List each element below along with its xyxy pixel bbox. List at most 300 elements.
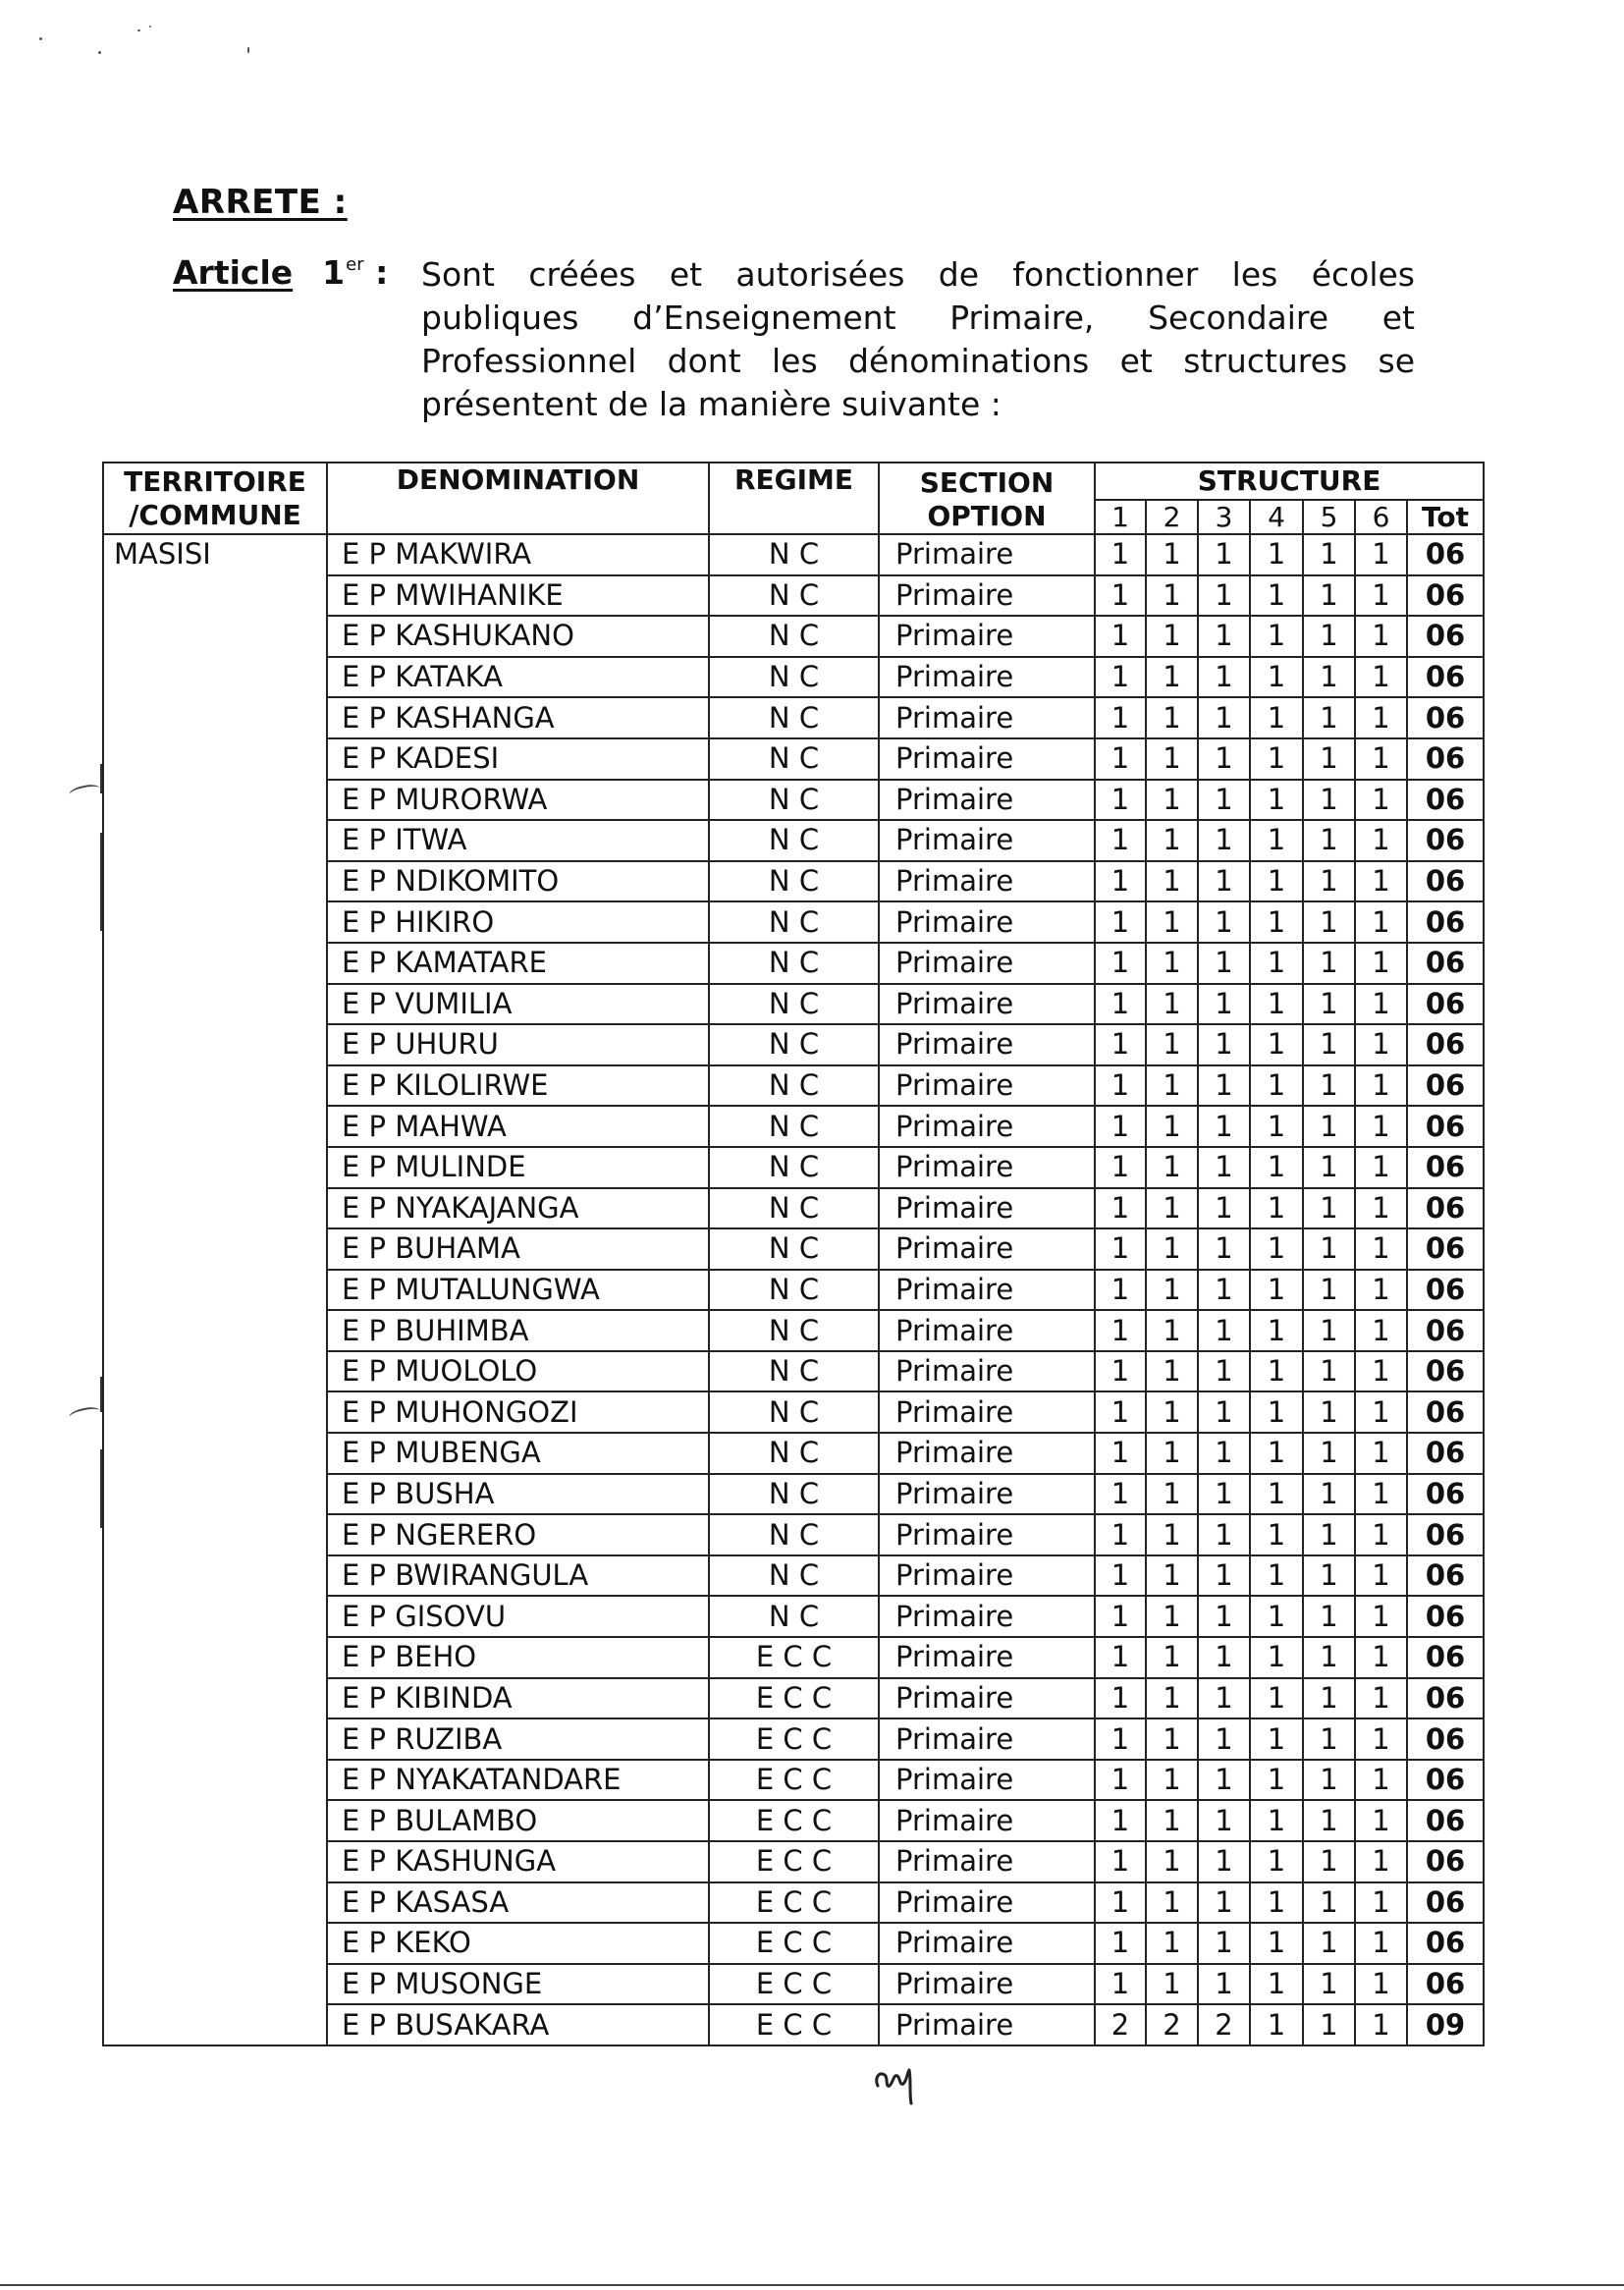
structure-cell: 1 [1303, 1964, 1355, 2005]
structure-total-cell: 06 [1407, 1474, 1484, 1515]
section-cell: Primaire [879, 1637, 1095, 1678]
structure-cell: 1 [1355, 1514, 1407, 1555]
structure-cell: 1 [1355, 1678, 1407, 1719]
structure-cell: 1 [1355, 861, 1407, 902]
structure-cell: 1 [1355, 738, 1407, 780]
structure-cell: 1 [1303, 1391, 1355, 1433]
structure-cell: 1 [1355, 534, 1407, 575]
margin-mark [68, 783, 101, 800]
header-structure: STRUCTURE [1095, 463, 1484, 500]
structure-cell: 1 [1355, 1065, 1407, 1107]
school-name-cell: E P BWIRANGULA [327, 1555, 709, 1597]
structure-cell: 1 [1146, 1882, 1198, 1924]
structure-cell: 1 [1095, 1310, 1146, 1351]
structure-cell: 1 [1303, 901, 1355, 943]
regime-cell: N C [709, 534, 879, 575]
section-cell: Primaire [879, 1964, 1095, 2005]
structure-cell: 1 [1303, 1270, 1355, 1311]
structure-cell: 1 [1198, 861, 1250, 902]
structure-cell: 1 [1250, 738, 1303, 780]
structure-cell: 1 [1095, 820, 1146, 861]
structure-total-cell: 06 [1407, 575, 1484, 617]
structure-cell: 1 [1146, 780, 1198, 821]
structure-cell: 1 [1095, 575, 1146, 617]
regime-cell: E C C [709, 1800, 879, 1841]
section-cell: Primaire [879, 1718, 1095, 1760]
structure-cell: 1 [1198, 1882, 1250, 1924]
structure-cell: 1 [1303, 1228, 1355, 1270]
structure-cell: 1 [1303, 657, 1355, 698]
structure-cell: 1 [1303, 1760, 1355, 1801]
header-section-option: SECTION OPTION [879, 463, 1095, 534]
structure-cell: 1 [1303, 575, 1355, 617]
structure-cell: 1 [1250, 1760, 1303, 1801]
structure-cell: 1 [1355, 1024, 1407, 1065]
section-cell: Primaire [879, 1065, 1095, 1107]
regime-cell: N C [709, 780, 879, 821]
structure-cell: 1 [1355, 1270, 1407, 1311]
structure-cell: 1 [1250, 1596, 1303, 1637]
regime-cell: E C C [709, 2004, 879, 2045]
scan-speck [137, 29, 140, 31]
regime-cell: E C C [709, 1637, 879, 1678]
header-structure-col: 5 [1303, 500, 1355, 534]
structure-cell: 1 [1355, 1474, 1407, 1515]
structure-cell: 1 [1355, 1188, 1407, 1229]
structure-cell: 1 [1303, 984, 1355, 1025]
structure-cell: 1 [1355, 1106, 1407, 1147]
structure-total-cell: 06 [1407, 943, 1484, 984]
structure-cell: 1 [1146, 901, 1198, 943]
structure-cell: 1 [1095, 1841, 1146, 1882]
structure-total-cell: 06 [1407, 1147, 1484, 1188]
structure-cell: 1 [1198, 820, 1250, 861]
structure-cell: 1 [1095, 984, 1146, 1025]
regime-cell: N C [709, 1188, 879, 1229]
structure-cell: 1 [1146, 1718, 1198, 1760]
structure-cell: 1 [1250, 1964, 1303, 2005]
structure-total-cell: 06 [1407, 1637, 1484, 1678]
structure-cell: 1 [1095, 1188, 1146, 1229]
structure-cell: 1 [1250, 943, 1303, 984]
structure-cell: 1 [1250, 1147, 1303, 1188]
structure-cell: 1 [1095, 1065, 1146, 1107]
structure-cell: 1 [1250, 1718, 1303, 1760]
structure-cell: 1 [1355, 820, 1407, 861]
structure-cell: 1 [1355, 697, 1407, 738]
regime-cell: N C [709, 1024, 879, 1065]
structure-cell: 1 [1250, 1514, 1303, 1555]
regime-cell: E C C [709, 1923, 879, 1964]
school-name-cell: E P KILOLIRWE [327, 1065, 709, 1107]
structure-total-cell: 06 [1407, 1596, 1484, 1637]
regime-cell: N C [709, 984, 879, 1025]
structure-cell: 1 [1250, 1065, 1303, 1107]
structure-cell: 1 [1355, 1351, 1407, 1392]
section-cell: Primaire [879, 1310, 1095, 1351]
structure-cell: 1 [1095, 1596, 1146, 1637]
structure-cell: 1 [1303, 1514, 1355, 1555]
structure-cell: 1 [1303, 1882, 1355, 1924]
structure-cell: 1 [1095, 1637, 1146, 1678]
schools-table [102, 462, 1485, 2046]
structure-cell: 1 [1250, 1678, 1303, 1719]
section-cell: Primaire [879, 780, 1095, 821]
structure-cell: 1 [1250, 1106, 1303, 1147]
structure-cell: 2 [1198, 2004, 1250, 2045]
structure-cell: 1 [1146, 1964, 1198, 2005]
structure-cell: 1 [1146, 697, 1198, 738]
structure-cell: 1 [1146, 861, 1198, 902]
structure-total-cell: 06 [1407, 1678, 1484, 1719]
structure-cell: 1 [1303, 1065, 1355, 1107]
structure-cell: 1 [1250, 697, 1303, 738]
structure-cell: 2 [1095, 2004, 1146, 2045]
structure-cell: 1 [1095, 657, 1146, 698]
structure-cell: 1 [1095, 1555, 1146, 1597]
structure-total-cell: 06 [1407, 1514, 1484, 1555]
structure-cell: 1 [1250, 2004, 1303, 2045]
structure-cell: 1 [1095, 943, 1146, 984]
structure-total-cell: 06 [1407, 1555, 1484, 1597]
structure-cell: 1 [1095, 616, 1146, 657]
article-text: Sont créées et autorisées de fonctionner les écoles publiques d’Enseignement Primaire, Secondaire et Professionnel dont les dénominations et structures se présentent de la manière suivante : [421, 255, 1415, 423]
structure-cell: 1 [1198, 1514, 1250, 1555]
regime-cell: N C [709, 1310, 879, 1351]
regime-cell: N C [709, 861, 879, 902]
header-structure-col: 6 [1355, 500, 1407, 534]
section-cell: Primaire [879, 1678, 1095, 1719]
structure-total-cell: 06 [1407, 1188, 1484, 1229]
regime-cell: E C C [709, 1882, 879, 1924]
structure-cell: 1 [1198, 1270, 1250, 1311]
structure-cell: 1 [1095, 1228, 1146, 1270]
section-cell: Primaire [879, 1351, 1095, 1392]
scan-speck [247, 47, 249, 53]
structure-cell: 1 [1198, 1474, 1250, 1515]
structure-total-cell: 06 [1407, 697, 1484, 738]
school-name-cell: E P NGERERO [327, 1514, 709, 1555]
regime-cell: N C [709, 1147, 879, 1188]
structure-cell: 1 [1095, 697, 1146, 738]
school-name-cell: E P BUHIMBA [327, 1310, 709, 1351]
structure-cell: 1 [1146, 984, 1198, 1025]
structure-cell: 1 [1303, 1678, 1355, 1719]
structure-cell: 1 [1355, 575, 1407, 617]
structure-cell: 1 [1303, 534, 1355, 575]
structure-cell: 1 [1146, 1188, 1198, 1229]
header-structure-col: 4 [1250, 500, 1303, 534]
school-name-cell: E P MULINDE [327, 1147, 709, 1188]
structure-cell: 1 [1250, 1228, 1303, 1270]
regime-cell: N C [709, 943, 879, 984]
structure-cell: 1 [1095, 1106, 1146, 1147]
structure-cell: 1 [1198, 1433, 1250, 1474]
structure-cell: 1 [1355, 1596, 1407, 1637]
structure-total-cell: 06 [1407, 534, 1484, 575]
regime-cell: E C C [709, 1678, 879, 1719]
structure-cell: 1 [1198, 901, 1250, 943]
regime-cell: N C [709, 1106, 879, 1147]
structure-cell: 1 [1250, 1351, 1303, 1392]
structure-cell: 1 [1198, 738, 1250, 780]
school-name-cell: E P BULAMBO [327, 1800, 709, 1841]
structure-cell: 1 [1250, 534, 1303, 575]
structure-cell: 1 [1303, 1474, 1355, 1515]
structure-cell: 1 [1198, 1147, 1250, 1188]
structure-cell: 1 [1146, 1514, 1198, 1555]
structure-cell: 1 [1198, 1351, 1250, 1392]
structure-cell: 1 [1198, 1310, 1250, 1351]
structure-cell: 1 [1250, 1310, 1303, 1351]
structure-cell: 1 [1146, 1147, 1198, 1188]
school-name-cell: E P UHURU [327, 1024, 709, 1065]
structure-cell: 1 [1095, 1024, 1146, 1065]
regime-cell: N C [709, 1228, 879, 1270]
structure-cell: 1 [1303, 1024, 1355, 1065]
structure-cell: 1 [1146, 1637, 1198, 1678]
structure-total-cell: 06 [1407, 1882, 1484, 1924]
regime-cell: N C [709, 1433, 879, 1474]
structure-cell: 1 [1095, 1718, 1146, 1760]
structure-cell: 1 [1303, 1596, 1355, 1637]
regime-cell: E C C [709, 1718, 879, 1760]
margin-tick [100, 1449, 102, 1528]
structure-cell: 1 [1146, 820, 1198, 861]
structure-cell: 1 [1250, 1555, 1303, 1597]
structure-cell: 1 [1250, 1923, 1303, 1964]
structure-cell: 1 [1146, 1596, 1198, 1637]
school-name-cell: E P BUSAKARA [327, 2004, 709, 2045]
section-cell: Primaire [879, 901, 1095, 943]
school-name-cell: E P GISOVU [327, 1596, 709, 1637]
school-name-cell: E P NYAKATANDARE [327, 1760, 709, 1801]
footer-rule [0, 2284, 1624, 2286]
structure-cell: 1 [1250, 901, 1303, 943]
structure-cell: 1 [1355, 1555, 1407, 1597]
structure-cell: 1 [1198, 1637, 1250, 1678]
structure-total-cell: 06 [1407, 1351, 1484, 1392]
structure-cell: 1 [1146, 738, 1198, 780]
structure-cell: 1 [1303, 616, 1355, 657]
margin-tick [100, 1377, 102, 1412]
structure-cell: 1 [1355, 1391, 1407, 1433]
structure-cell: 1 [1095, 861, 1146, 902]
structure-cell: 1 [1146, 575, 1198, 617]
structure-cell: 1 [1355, 616, 1407, 657]
structure-cell: 1 [1146, 1678, 1198, 1719]
regime-cell: N C [709, 657, 879, 698]
school-name-cell: E P KADESI [327, 738, 709, 780]
handwritten-initials-icon [870, 2060, 929, 2107]
regime-cell: N C [709, 820, 879, 861]
section-cell: Primaire [879, 1800, 1095, 1841]
structure-cell: 1 [1303, 1718, 1355, 1760]
structure-cell: 1 [1146, 616, 1198, 657]
structure-cell: 1 [1303, 1841, 1355, 1882]
structure-cell: 1 [1146, 1760, 1198, 1801]
structure-cell: 1 [1250, 616, 1303, 657]
structure-cell: 1 [1355, 1882, 1407, 1924]
section-cell: Primaire [879, 1555, 1095, 1597]
header-structure-col: 2 [1146, 500, 1198, 534]
scan-speck [149, 26, 151, 27]
structure-cell: 1 [1095, 1270, 1146, 1311]
section-cell: Primaire [879, 1474, 1095, 1515]
structure-cell: 2 [1146, 2004, 1198, 2045]
structure-cell: 1 [1198, 1065, 1250, 1107]
structure-cell: 1 [1303, 738, 1355, 780]
school-name-cell: E P MUHONGOZI [327, 1391, 709, 1433]
section-cell: Primaire [879, 861, 1095, 902]
school-name-cell: E P KASHANGA [327, 697, 709, 738]
section-cell: Primaire [879, 1760, 1095, 1801]
structure-cell: 1 [1146, 1841, 1198, 1882]
structure-total-cell: 09 [1407, 2004, 1484, 2045]
structure-cell: 1 [1303, 2004, 1355, 2045]
regime-cell: N C [709, 1596, 879, 1637]
school-name-cell: E P KAMATARE [327, 943, 709, 984]
school-name-cell: E P MUSONGE [327, 1964, 709, 2005]
structure-total-cell: 06 [1407, 901, 1484, 943]
school-name-cell: E P MWIHANIKE [327, 575, 709, 617]
section-cell: Primaire [879, 1596, 1095, 1637]
structure-cell: 1 [1303, 861, 1355, 902]
table-body [103, 534, 1484, 2045]
article-word: Article [173, 253, 294, 292]
structure-cell: 1 [1146, 1433, 1198, 1474]
section-cell: Primaire [879, 1882, 1095, 1924]
scan-speck [98, 51, 101, 54]
section-cell: Primaire [879, 2004, 1095, 2045]
structure-cell: 1 [1355, 1637, 1407, 1678]
margin-mark [68, 1405, 101, 1423]
structure-cell: 1 [1146, 1024, 1198, 1065]
scan-speck [39, 37, 42, 40]
structure-cell: 1 [1355, 2004, 1407, 2045]
structure-cell: 1 [1355, 1964, 1407, 2005]
structure-cell: 1 [1095, 1514, 1146, 1555]
structure-cell: 1 [1198, 1106, 1250, 1147]
structure-cell: 1 [1250, 1188, 1303, 1229]
school-name-cell: E P VUMILIA [327, 984, 709, 1025]
structure-cell: 1 [1095, 1800, 1146, 1841]
article-colon: : [363, 253, 389, 292]
structure-cell: 1 [1250, 1433, 1303, 1474]
structure-cell: 1 [1198, 1596, 1250, 1637]
structure-cell: 1 [1095, 534, 1146, 575]
regime-cell: E C C [709, 1964, 879, 2005]
school-name-cell: E P KASHUKANO [327, 616, 709, 657]
regime-cell: N C [709, 697, 879, 738]
structure-total-cell: 06 [1407, 1391, 1484, 1433]
school-name-cell: E P KASHUNGA [327, 1841, 709, 1882]
school-name-cell: E P KASASA [327, 1882, 709, 1924]
structure-cell: 1 [1355, 1923, 1407, 1964]
structure-cell: 1 [1146, 534, 1198, 575]
structure-cell: 1 [1303, 1351, 1355, 1392]
structure-cell: 1 [1146, 943, 1198, 984]
structure-cell: 1 [1355, 1841, 1407, 1882]
structure-cell: 1 [1250, 1637, 1303, 1678]
territoire-cell: MASISI [103, 534, 327, 2045]
structure-cell: 1 [1146, 1106, 1198, 1147]
structure-cell: 1 [1303, 1555, 1355, 1597]
margin-tick [100, 764, 102, 793]
header-structure-col: 3 [1198, 500, 1250, 534]
structure-cell: 1 [1095, 1391, 1146, 1433]
regime-cell: N C [709, 1514, 879, 1555]
structure-cell: 1 [1250, 1024, 1303, 1065]
structure-total-cell: 06 [1407, 738, 1484, 780]
structure-cell: 1 [1146, 1270, 1198, 1311]
section-cell: Primaire [879, 943, 1095, 984]
regime-cell: E C C [709, 1841, 879, 1882]
structure-cell: 1 [1303, 1147, 1355, 1188]
structure-cell: 1 [1198, 575, 1250, 617]
section-cell: Primaire [879, 1106, 1095, 1147]
structure-cell: 1 [1198, 943, 1250, 984]
structure-cell: 1 [1250, 1800, 1303, 1841]
regime-cell: N C [709, 1270, 879, 1311]
structure-cell: 1 [1303, 780, 1355, 821]
header-structure-col: 1 [1095, 500, 1146, 534]
school-name-cell: E P MAKWIRA [327, 534, 709, 575]
structure-cell: 1 [1198, 616, 1250, 657]
structure-cell: 1 [1198, 657, 1250, 698]
structure-cell: 1 [1198, 984, 1250, 1025]
structure-cell: 1 [1198, 1923, 1250, 1964]
structure-cell: 1 [1146, 1923, 1198, 1964]
structure-cell: 1 [1250, 1270, 1303, 1311]
structure-cell: 1 [1355, 1718, 1407, 1760]
structure-cell: 1 [1198, 1760, 1250, 1801]
section-cell: Primaire [879, 820, 1095, 861]
section-cell: Primaire [879, 1391, 1095, 1433]
structure-cell: 1 [1146, 1310, 1198, 1351]
structure-total-cell: 06 [1407, 861, 1484, 902]
regime-cell: N C [709, 616, 879, 657]
structure-cell: 1 [1095, 901, 1146, 943]
structure-cell: 1 [1095, 738, 1146, 780]
school-name-cell: E P KATAKA [327, 657, 709, 698]
school-name-cell: E P MURORWA [327, 780, 709, 821]
school-name-cell: E P MUTALUNGWA [327, 1270, 709, 1311]
structure-total-cell: 06 [1407, 616, 1484, 657]
structure-cell: 1 [1250, 1391, 1303, 1433]
structure-cell: 1 [1095, 1351, 1146, 1392]
structure-cell: 1 [1303, 1800, 1355, 1841]
structure-cell: 1 [1198, 1555, 1250, 1597]
structure-cell: 1 [1355, 943, 1407, 984]
school-name-cell: E P MUBENGA [327, 1433, 709, 1474]
school-name-cell: E P BEHO [327, 1637, 709, 1678]
section-cell: Primaire [879, 1433, 1095, 1474]
school-name-cell: E P NYAKAJANGA [327, 1188, 709, 1229]
regime-cell: N C [709, 575, 879, 617]
structure-cell: 1 [1303, 820, 1355, 861]
structure-cell: 1 [1095, 1678, 1146, 1719]
structure-cell: 1 [1198, 697, 1250, 738]
structure-cell: 1 [1250, 984, 1303, 1025]
structure-total-cell: 06 [1407, 1024, 1484, 1065]
section-cell: Primaire [879, 738, 1095, 780]
section-cell: Primaire [879, 1841, 1095, 1882]
structure-cell: 1 [1250, 1882, 1303, 1924]
structure-total-cell: 06 [1407, 1270, 1484, 1311]
section-cell: Primaire [879, 1923, 1095, 1964]
structure-cell: 1 [1198, 1024, 1250, 1065]
